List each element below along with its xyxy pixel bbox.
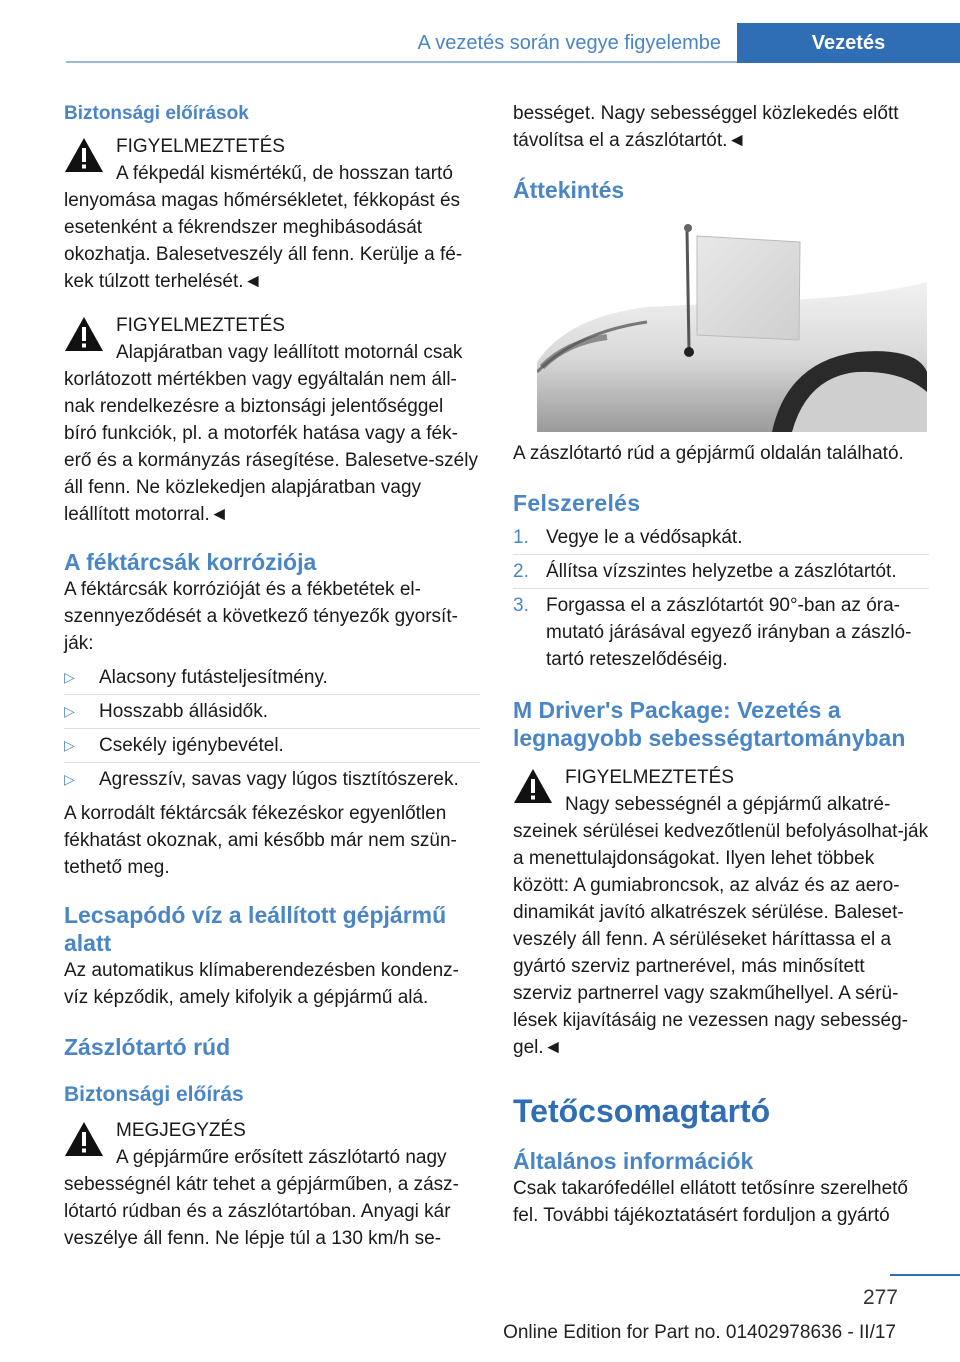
heading-safety: Biztonsági előírások [64, 103, 249, 124]
heading-condensation: Lecsapódó víz a leállított gépjármű alatt [64, 902, 447, 956]
heading-m-drivers-package: M Driver's Package: Vezetés a legnagyobb sebességtartományban [513, 697, 906, 751]
warning-text: Nagy sebességnél a gépjármű alkatré-szeinek sérülései kedvezőtlenül befolyásolhat-ják a menettulajdonságokat. Ilyen lehet többek között: A gumiabroncsok, az alváz és az aero-dinamikát javító alkatrészek sérülése. Baleset-veszély áll fenn. A sérüléseket háríttassa el a gyártó szerviz partnerével, más minősített szerviz partnerrel vagy szakműhellyel. A sérü-lések kijavításáig ne vezessen nagy sebesség-gel.◄ [513, 794, 929, 1058]
list-item [64, 694, 480, 728]
footer-rule [890, 1274, 960, 1276]
section-title: A vezetés során vegye figyelembe [417, 32, 721, 54]
heading-overview: Áttekintés [513, 177, 625, 203]
step-number: 3. [513, 595, 529, 616]
step-number: 1. [513, 527, 529, 548]
list-item-text: Csekély igénybevétel. [99, 735, 284, 756]
list-item [64, 728, 480, 762]
note-block [64, 1117, 480, 1252]
note-title: MEGJEGYZÉS [116, 1120, 246, 1141]
warning-text: A fékpedál kismértékű, de hosszan tartó lenyomása magas hőmérsékletet, fékkopást és esetenként a fékrendszer meghibásodását okozhatja. Balesetveszély áll fenn. Kerülje a fé-kek túlzott terhelését.◄ [64, 163, 463, 292]
warning-triangle-icon [64, 1121, 104, 1157]
step-text: Forgassa el a zászlótartót 90°-ban az óra-mutató járásával egyező irányban a zászló-tartó reteszelődéséig. [546, 595, 912, 670]
step-item [513, 554, 929, 588]
warning-text: Alapjáratban vagy leállított motornál csak korlátozott mértékben vagy egyáltalán nem áll-nak rendelkezésre a biztonsági jelentőséggel bíró funkciók, pl. a motorfék hatása vagy a fék-erő és a kormányzás rásegítése. Balesetve-szély áll fenn. Ne közlekedjen alapjáratban vagy leállított motorral.◄ [64, 342, 478, 525]
triangle-right-icon: ▷ [64, 669, 75, 685]
warning-block [513, 764, 929, 1061]
heading-installation [513, 489, 929, 517]
right-column [513, 100, 929, 1229]
heading-general-info: Általános információk [513, 1148, 754, 1174]
edition-note: Online Edition for Part no. 01402978636 - II/17 [503, 1322, 896, 1343]
step-item [513, 588, 929, 676]
heading-safety-note [64, 1081, 480, 1109]
paragraph: Csak takarófedéllel ellátott tetősínre szerelhető fel. További tájékoztatásért forduljon a gyártó [513, 1178, 908, 1226]
warning-block [64, 312, 480, 528]
warning-triangle-icon [64, 316, 104, 352]
bullet-list [64, 661, 480, 796]
page-number: 277 [862, 1286, 898, 1309]
heading-brake-corrosion: A féktárcsák korróziója [64, 549, 317, 575]
step-number: 2. [513, 561, 529, 582]
warning-title: FIGYELMEZTETÉS [565, 767, 734, 788]
paragraph: A féktárcsák korrózióját és a fékbetétek el-szennyeződését a következő tényezők gyorsít-ják: [64, 579, 458, 654]
page-footer [0, 1272, 960, 1362]
step-item [513, 521, 929, 554]
warning-block [64, 133, 480, 295]
image-caption: A zászlótartó rúd a gépjármű oldalán található. [513, 443, 904, 464]
heading-roof-rack: Tetőcsomagtartó [513, 1093, 771, 1129]
list-item [64, 661, 480, 694]
heading-flag-holder: Zászlótartó rúd [64, 1034, 231, 1060]
page-header [66, 23, 960, 63]
triangle-right-icon: ▷ [64, 737, 75, 753]
list-item-text: Agresszív, savas vagy lúgos tisztítószerek. [99, 769, 459, 790]
warning-triangle-icon [513, 768, 553, 804]
left-column [64, 100, 480, 1252]
list-item-text: Alacsony futásteljesítmény. [99, 667, 328, 688]
warning-triangle-icon [64, 137, 104, 173]
chapter-tab: Vezetés [737, 23, 960, 63]
heading-text: Felszerelés [513, 490, 641, 516]
paragraph: A korrodált féktárcsák fékezéskor egyenlőtlen fékhatást okoznak, ami később már nem szün-tethető meg. [64, 803, 457, 878]
triangle-right-icon: ▷ [64, 771, 75, 787]
paragraph: bességet. Nagy sebességgel közlekedés előtt távolítsa el a zászlótartót.◄ [513, 103, 899, 151]
triangle-right-icon: ▷ [64, 703, 75, 719]
steps-list [513, 521, 929, 676]
list-item-text: Hosszabb állásidők. [99, 701, 268, 722]
paragraph: Az automatikus klímaberendezésben kondenz-víz képződik, amely kifolyik a gépjármű alá. [64, 960, 460, 1008]
note-text: A gépjárműre erősített zászlótartó nagy sebességnél kátr tehet a gépjárműben, a zász-lótartó rúdban és a zászlótartóban. Anyagi kár veszélye áll fenn. Ne lépje túl a 130 km/h se- [64, 1147, 460, 1249]
warning-title: FIGYELMEZTETÉS [116, 136, 285, 157]
list-item [64, 762, 480, 796]
step-text: Vegye le a védősapkát. [546, 527, 743, 548]
flag-holder-photo [537, 222, 927, 432]
step-text: Állítsa vízszintes helyzetbe a zászlótartót. [546, 561, 897, 582]
heading-text: Biztonsági előírás [64, 1083, 244, 1106]
warning-title: FIGYELMEZTETÉS [116, 315, 285, 336]
